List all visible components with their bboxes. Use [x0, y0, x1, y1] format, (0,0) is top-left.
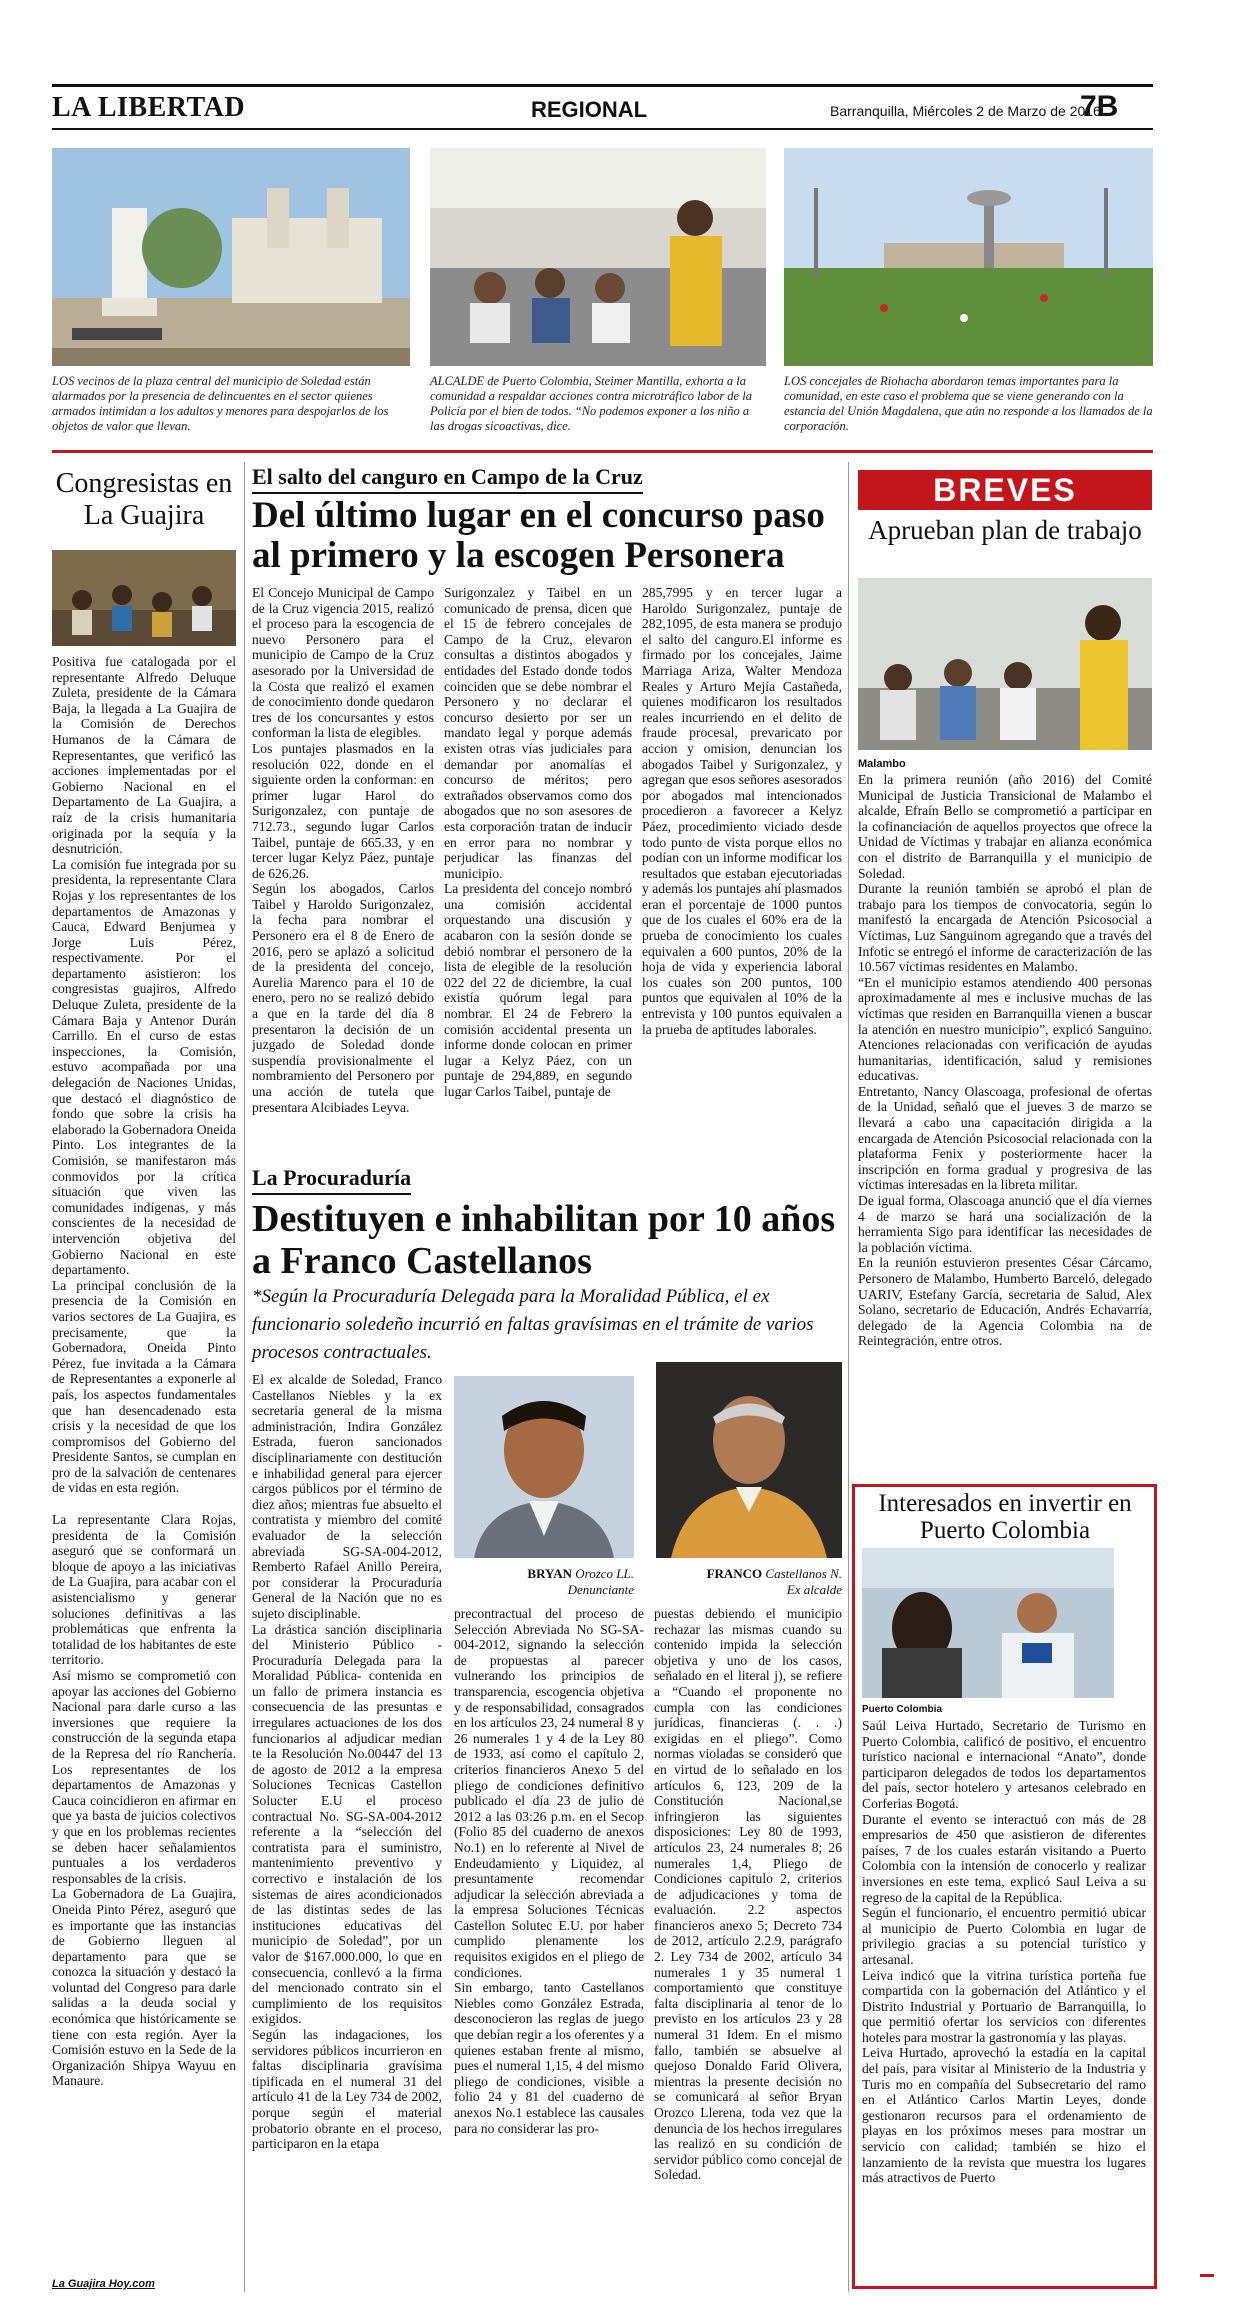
caption-riohacha: LOS concejales de Riohacha abordaron temas importantes para la comunidad, en este caso el problema que se viene generando con la estancia del Unión Magdalena, que aún no responde a los llamados de la corporación. — [784, 374, 1153, 433]
personera-paragraph: 285,7995 y en tercer lugar a Haroldo Surigonzalez, puntaje de 282,1095, de esta manera se produjo el salto del canguro.El informe es firmado por los concejales, Jaime Marriaga Ariza, Walter Mendoza Reales y Arturo Mejía Castañeda, quienes modificaron los resultados reales incurriendo en el delito de fraude procesal, prevaricato por accion y omision, denuncian los abogados Taibel y Surigonzalez, y agregan que esos señores asesorados por abogados mal intencionados procedieron a favorecer a Kelyz Páez, procedimiento viciado desde todo punto de vista porque ellos no podían con un informe modificar los resultados que estaban ejecutoriadas y además los puntajes ahí plasmados eran el porcentaje de 1000 puntos que de los cuales el 60% era de la prueba de conocimiento los cuales equivalen a 600 puntos, 20% de la hoja de vida y experiencia laboral los cuales son 200 puntos, 100 puntos que equivalen al 10% de la entrevista y 100 puntos equivalen a la prueba de aptitudes laborales. — [642, 585, 842, 1037]
castellanos-paragraph: puestas debiendo el municipio rechazar las mismas cuando su contenido impida la selección objetiva y uno de los casos, señalado en el literal j), se refiere a “Cuando el proponente no cumpla con las condiciones jurídicas, financieras (. . .) exigidas en el pliego”. Como normas violadas se consideró que en virtud de lo señalado en los artículos 6, 123, 209 de la Constitución Nacional,se infringieron las siguientes disposiciones: Ley 80 de 1993, artículos 23, 24 numerales 8; 26 numerales 1,4, Pliego de Condiciones capitulo 2, criterios de adjudicaciones y toma de evaluación. 2.2 aspectos financieros anexo 5; Decreto 734 de 2012, artículo 2.2.9, parágrafo 2. Ley 734 de 2002, artículo 34 numerales 1 y 35 numeral 1 comportamiento que constituye falta disciplinaria al tenor de lo previsto en los artículos 23 y 28 numeral 31 Idem. En el mismo fallo, también se absuelve al quejoso Donaldo Farid Olivera, mientras la presente decisión no se comunicará al señor Bryan Orozco Llerena, toda vez que la denuncia de los hechos irregulares las realizó en su condición de servidor público como concejal de Soledad. — [654, 1606, 842, 2183]
puerto-paragraph: Leiva indicó que la vitrina turística porteña fue compartida con la gobernación del Atlántico y el Distrito Industrial y Portuario de Barranquilla, lo que permitió ofertar los servicios con diferentes hoteles para mostrar la gastronomía y las playas. — [862, 1967, 1146, 2045]
photo-malambo-meeting — [858, 578, 1152, 750]
puerto-paragraph: Durante el evento se interactuó con más de 28 empresarios de 450 que asistieron de diferentes países, 7 de los cuales estarán visitando a Puerto Colombia con la intensión de conocerlo y realizar inversiones en este tema, explicó Saul Leiva a su regreso de la capital de la República. — [862, 1811, 1146, 1905]
section-name: REGIONAL — [531, 97, 648, 122]
photo-bryan-orozco — [454, 1376, 634, 1558]
photos-bottom-rule — [52, 450, 1153, 453]
page-number: 7B — [1080, 90, 1119, 123]
puerto-locale: Puerto Colombia — [862, 1704, 943, 1715]
column-divider-left — [244, 462, 245, 2292]
guajira-paragraph: La Gobernadora de La Guajira, Oneida Pinto Pérez, aseguró que es importante que las instancias de Gobierno lleguen al departamento para que se conozca la situación y destacó la voluntad del Congreso para darle salidas a la deuda social y económica que históricamente se tiene con esta región. Ayer la Comisión estuvo en la Sede de la Organización Shipya Wayuu en Manaure. — [52, 1886, 236, 2089]
castellanos-headline: Destituyen e inhabilitan por 10 años a Franco Castellanos — [252, 1198, 836, 1282]
top-rule — [52, 84, 1153, 87]
breves-paragraph: Entretanto, Nancy Olascoaga, profesional de ofertas de la Unidad, señaló que el jueves 3 de marzo se llevará a cabo una capacitación dirigida a la encargada de Atención Psicosocial relacionada con la plataforma Fenix y posteriormente hacer la inscripción en forma gradual y progresiva de las víctimas interesadas en la libreta militar. — [858, 1083, 1152, 1193]
personera-paragraph: Según los abogados, Carlos Taibel y Haroldo Surigonzalez, la fecha para nombrar el Personero era el 8 de Enero de 2016, pero se aplazó a solicitud de la presidenta del concejo, Aurelia Marenco para el 10 de enero, pero no se realizó debido a que en la tarde del día 8 presentaron la decisión de un juzgado de Soledad donde suspendía provisionalmente el nombramiento del Personero por una acción de tutela que presentara Alcibiades Leyva. — [252, 881, 434, 1115]
guajira-paragraph: La principal conclusión de la presencia de la Comisión en varios sectores de La Guajira, es precisamente, que la Gobernadora, Oneida Pinto Pérez, fue invitada a la Cámara de Representantes a exponerle al país, los aspectos fundamentales que han desencadenado esta crisis y la necesidad de que los compromisos del Gobierno del Presidente Santos, se cumplan en pro de la salvación de centenares de vidas en esta región. — [52, 1277, 236, 1496]
castellanos-col3 — [654, 1606, 842, 2282]
personera-paragraph: El Concejo Municipal de Campo de la Cruz vigencia 2015, realizó el proceso para la escogencia de nuevo Personero para el municipio de Campo de la Cruz asesorado por la Universidad de la Costa que realizó el examen de conocimiento donde quedaron tres de los concursantes y estos conforman la lista de elegibles. — [252, 585, 434, 741]
breves-body — [858, 772, 1152, 1478]
puerto-paragraph: Leiva Hurtado, aprovechó la estadía en la capital del país, para visitar al Ministerio de la Industria y Turis mo en compañía del Subsecretario del ramo en el Atlántico Carlos Martin Leyes, donde gestionaron recursos para el ordenamiento de playas en los próximos meses para mostrar un servicio con calidad; también se hizo el lanzamiento de la revista que muestra los lugares más atractivos de Puerto — [862, 2045, 1146, 2186]
photo-puerto-colombia-meeting — [430, 148, 766, 366]
guajira-paragraph: Positiva fue catalogada por el representante Alfredo Deluque Zuleta, presidente de la Cámara Baja, la llegada a La Guajira de la Comisión de Derechos Humanos de la Cámara de Representantes, que verificó las acciones implementadas por el Gobierno Nacional en el Departamento de La Guajira, a raíz de la crisis humanitaria originada por la sequía y la desnutrición. — [52, 654, 236, 857]
puerto-paragraph: Saúl Leiva Hurtado, Secretario de Turismo en Puerto Colombia, calificó de positivo, el encuentro turístico nacional e internacional “Anato”, donde participaron delegados de todos los departamentos del país, sector hotelero y artesanos celebrado en Corferias Bogotá. — [862, 1718, 1146, 1811]
breves-paragraph: “En el municipio estamos atendiendo 400 personas aproximadamente al mes e inclusive muchas de las víctimas que residen en Barranquilla vienen a buscar la atención en nuestro municipio”, explicó Sanguino. Atenciones relacionadas con verificación de ayudas humanitarias, identificación, salud y remisiones educativas. — [858, 974, 1152, 1084]
photo-riohacha-stadium — [784, 148, 1153, 366]
caption-bryan-surname: Orozco LL. — [575, 1566, 634, 1581]
photo-franco-castellanos — [656, 1362, 842, 1558]
castellanos-kicker: La Procuraduría — [252, 1165, 411, 1195]
photo-soledad-plaza — [52, 148, 410, 366]
puerto-paragraph: Según el funcionario, el encuentro permitió ubicar al municipio de Puerto Colombia en lugar de privilegio gracias a su potencial turístico y artesanal. — [862, 1905, 1146, 1967]
personera-col1 — [252, 585, 434, 1185]
castellanos-paragraph: precontractual del proceso de Selección Abreviada No SG-SA-004-2012, signando la selección de propuestas al parecer vulnerando los principios de transparencia, escogencia objetiva y de responsabilidad, consagrados en los artículos 23, 24 numeral 8 y 26 numerales 1 y 4 de la Ley 80 de 1933, así como el capítulo 2, criterios financieros Anexo 5 del pliego de condiciones definitivo publicado el día 23 de julio de 2012 a las 03:26 p.m. en el Secop (Folio 85 del cuaderno de anexos No.1) en lo referente al Nivel de Endeudamiento y Liquidez, al presuntamente recomendar adjudicar la selección abreviada a la empresa Soluciones Técnicas Castellon Solutec E.U. por haber cumplido plenamente los requisitos exigidos en el pliego de condiciones. — [454, 1606, 644, 1980]
castellanos-col1 — [252, 1372, 442, 2282]
personera-paragraph: Los puntajes plasmados en la resolución 022, donde en el siguiente orden la conforman: en primer lugar Harol do Surigonzalez, con puntaje de 712.73., segundo lugar Carlos Taibel, puntaje de 665.33, y en tercer lugar Kelyz Páez, puntaje de 626.26. — [252, 740, 434, 881]
caption-bryan — [454, 1566, 634, 1598]
personera-kicker: El salto del canguro en Campo de la Cruz — [252, 464, 643, 494]
breves-title: Aprueban plan de trabajo — [868, 515, 1142, 545]
castellanos-col2 — [454, 1606, 644, 2282]
masthead-rule — [52, 128, 1153, 130]
guajira-paragraph: La representante Clara Rojas, presidenta de la Comisión aseguró que se conformará un bloque de apoyo a las iniciativas de La Guajira, para acabar con el asistencialismo y generar soluciones definitivas a las problemáticas que enfrenta la totalidad de los habitantes de este territorio. — [52, 1512, 236, 1668]
breves-paragraph: En la primera reunión (año 2016) del Comité Municipal de Justicia Transicional de Malambo el alcalde, Efraín Bello se comprometió a participar en la cofinanciación de aquellos proyectos que ofrece la Unidad de Víctimas y trabajar en alianza económica con el distrito de Barranquilla y el municipio de Soledad. — [858, 772, 1152, 881]
breves-banner: BREVES — [858, 470, 1152, 510]
puerto-title: Interesados en invertir en Puerto Colombia — [878, 1490, 1132, 1544]
caption-franco-role: Ex alcalde — [786, 1582, 842, 1597]
guajira-credit[interactable]: La Guajira Hoy.com — [52, 2278, 155, 2290]
guajira-paragraph: La comisión fue integrada por su presidenta, la representante Clara Rojas y los representantes de los departamentos de Amazonas y Cauca, Edward Benjumea y Jorge Luis Pérez, respectivamente. Por el departamento asistieron: los congresistas guajiros, Alfredo Deluque Zuleta, presidente de la Cámara Baja y Antenor Durán Carrillo. En el curso de estas inspecciones, la Comisión, estuvo acompañada por una delegación de Naciones Unidas, que destacó el diagnóstico de fondo que sobre la crisis ha elaborado la Gobernadora Oneida Pinto. Los integrantes de la Comisión, se manifestaron más conmovidos por la crítica situación que viven las comunidades indígenas, y más conscientes de la necesidad de intervención objetiva del Gobierno Nacional en este departamento. — [52, 856, 236, 1278]
photo-saul-leiva — [862, 1548, 1114, 1698]
breves-paragraph: En la reunión estuvieron presentes César Cárcamo, Personero de Malambo, Humberto Barceló, delegado UARIV, Estefany García, secretaria de Salud, Alex Solano, secretario de Educación, Andrés Echavarría, delegado de la Agencia Colombia na de Reintegración, entre otros. — [858, 1255, 1152, 1349]
continue-marker — [1200, 2274, 1214, 2277]
paper-name: LA LIBERTAD — [52, 92, 246, 123]
caption-franco-surname: Castellanos N. — [765, 1566, 842, 1581]
caption-franco — [656, 1566, 842, 1598]
photo-guajira-commission — [52, 550, 236, 646]
guajira-paragraph: Así mismo se comprometió con apoyar las acciones del Gobierno Nacional para darle curso a las inversiones que requiere la construcción de la segunda etapa de la Represa del río Ranchería. Los representantes de los departamentos de Amazonas y Cauca coincidieron en afirmar en que ya basta de juicios colectivos y que en los problemas recientes se deben hacer señalamientos puntuales a los verdaderos responsables de la crisis. — [52, 1668, 236, 1886]
caption-puerto-colombia: ALCALDE de Puerto Colombia, Steimer Mantilla, exhorta a la comunidad a respaldar acciones contra microtráfico labor de la Policía por el bien de todos. “No podemos exponer a los niño a las drogas sicoactivas, dice. — [430, 374, 752, 433]
dateline: Barranquilla, Miércoles 2 de Marzo de 2016 — [830, 103, 1101, 119]
castellanos-paragraph: El ex alcalde de Soledad, Franco Castellanos Niebles y la ex secretaria general de la misma administración, Indira González Estrada, fueron sancionados disciplinariamente con destitución e inhabilidad general para ejercer cargos públicos por el término de diez años; mientras fue absuelto el contratista y miembro del comité evaluador de la selección abreviada SG-SA-004-2012, Remberto Rafael Anillo Pereira, por considerar la Procuraduría General de la Nación que no es sujeto disciplinable. — [252, 1372, 442, 1621]
personera-col2 — [444, 585, 632, 1185]
castellanos-paragraph: Según las indagaciones, los servidores públicos incurrieron en faltas disciplinaria gravísima tipificada en el numeral 31 del artículo 41 de la Ley 734 de 2002, porque según el material probatorio obrante en el proceso, participaron en la etapa — [252, 2026, 442, 2152]
personera-paragraph: Surigonzalez y Taibel en un comunicado de prensa, dicen que el 15 de febrero concejales de Campo de la Cruz, elevaron consultas a distintos abogados y entidades del Estado donde todos coinciden que se debe nombrar el Personero y no declarar el concurso desierto por ser un mandato legal y porque además existen otras vías judiciales para demandar por anomalías el concurso de méritos; pero extrañados observamos como dos abogados que no son asesores de esta corporación tratan de inducir en error para no nombrar y perjudicar las finanzas del municipio. — [444, 585, 632, 881]
breves-paragraph: De igual forma, Olascoaga anunció que el día viernes 4 de marzo se hará una socialización de la herramienta Sigo para identificar las necesidades de la población víctima. — [858, 1193, 1152, 1255]
caption-bryan-name: BRYAN — [527, 1566, 572, 1581]
caption-franco-name: FRANCO — [706, 1566, 763, 1581]
castellanos-paragraph: La drástica sanción disciplinaria del Ministerio Público -Procuraduría Delegada para la Moralidad Pública- contenida en un fallo de primera instancia es consecuencia de las presuntas e irregulares actuaciones de los dos funcionarios al adjudicar median te la Resolución No.00447 del 13 de agosto de 2012 a la empresa Soluciones Tecnicas Castellon Solucter E.U el proceso contractual No. SG-SA-004-2012 referente a la “selección del contratista para el suministro, mantenimiento preventivo y correctivo e instalación de los sistemas de aires acondicionados de las distintas sedes de las instituciones educativas del municipio de Soledad”, por un valor de $167.000.000, lo que en consecuencia, conllevó a la firma del mencionado contrato sin el cumplimiento de los requisitos exigidos. — [252, 1621, 442, 2027]
column-divider-right — [848, 462, 849, 2292]
guajira-body — [52, 654, 236, 2274]
breves-paragraph: Durante la reunión también se aprobó el plan de trabajo para los tiempos de convocatoria, según lo manifestó la encargada de Atención Psicosocial a Víctimas, Luz Sanguinom agregando que a través del Infotic se entregó el informe de caracterización de las 10.567 víctimas residentes en Malambo. — [858, 881, 1152, 975]
caption-soledad: LOS vecinos de la plaza central del municipio de Soledad están alarmados por la presencia de delincuentes en el sector quienes armados intimidan a los adultos y menores para despojarlos de los objetos de valor que llevan. — [52, 374, 389, 433]
personera-headline: Del último lugar en el concurso paso al primero y la escogen Personera — [252, 495, 825, 576]
personera-col3 — [642, 585, 842, 1185]
puerto-body — [862, 1718, 1146, 2278]
personera-paragraph: La presidenta del concejo nombró una comisión accidental orquestando una discusión y acabaron con la sesión donde se debió nombrar el personero de la lista de elegible de la resolución 022 del 22 de diciembre, la cual existía quórum legal para nombrar. El 24 de Febrero la comisión accidental presenta un informe donde colocan en primer lugar a Kelyz Páez, con un puntaje de 294,889, en segundo lugar Carlos Taibel, puntaje de — [444, 881, 632, 1099]
caption-bryan-role: Denunciante — [567, 1582, 634, 1597]
guajira-title: Congresistas en La Guajira — [55, 468, 233, 531]
breves-locale: Malambo — [858, 758, 906, 770]
castellanos-paragraph: Sin embargo, tanto Castellanos Niebles como González Estrada, desconocieron las reglas de juego que debían regir a los oferentes y a quienes estaban frente al mismo, pues el numeral 1,15, 4 del mismo pliego de condiciones, visible a folio 24 y 81 del cuaderno de anexos No.1 establece las causales para no considerar las pro- — [454, 1980, 644, 2136]
castellanos-deck: *Según la Procuraduría Delegada para la Moralidad Pública, el ex funcionario soledeño incurrió en faltas gravísimas en el trámite de varios procesos contractuales. — [252, 1286, 814, 1363]
